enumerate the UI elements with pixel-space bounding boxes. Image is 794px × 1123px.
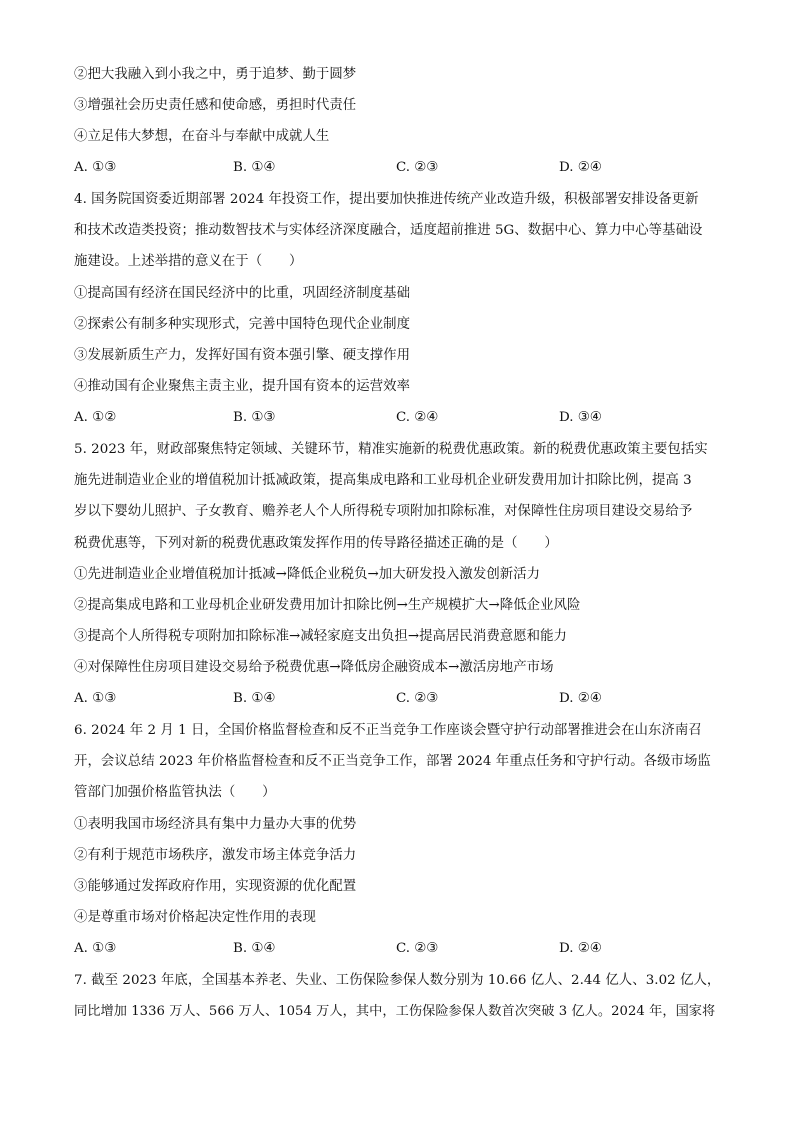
q7-stem-line-2: 同比增加 1336 万人、566 万人、1054 万人，其中，工伤保险参保人数首次突破 3 亿人。2024 年，国家将 xyxy=(74,1004,716,1019)
q6-stem-line-3: 管部门加强价格监管执法（ ） xyxy=(74,785,276,800)
q3-choice-a[interactable]: A. ①③ xyxy=(74,160,117,175)
q3-choices xyxy=(74,158,722,178)
q6-stem-line-1: 6. 2024 年 2 月 1 日，全国价格监督检查和反不正当竞争工作座谈会暨守护行动部署推进会在山东济南召 xyxy=(74,723,702,738)
q6-option-1: ①表明我国市场经济具有集中力量办大事的优势 xyxy=(74,817,357,832)
q6-option-2: ②有利于规范市场秩序，激发市场主体竞争活力 xyxy=(74,848,357,863)
q5-stem-line-3: 岁以下婴幼儿照护、子女教育、赡养老人个人所得税专项附加扣除标准，对保障性住房项目建设交易给予 xyxy=(74,504,693,519)
q5-choice-a[interactable]: A. ①③ xyxy=(74,691,117,706)
q5-choices xyxy=(74,689,722,709)
q4-option-2: ②探索公有制多种实现形式，完善中国特色现代企业制度 xyxy=(74,317,411,332)
q6-choices xyxy=(74,939,722,959)
q6-option-4: ④是尊重市场对价格起决定性作用的表现 xyxy=(74,910,316,925)
q4-choices xyxy=(74,408,722,428)
q3-choice-c[interactable]: C. ②③ xyxy=(396,160,439,175)
q6-choice-d[interactable]: D. ②④ xyxy=(559,941,602,956)
q3-choice-b[interactable]: B. ①④ xyxy=(233,160,276,175)
q4-option-4: ④推动国有企业聚焦主责主业，提升国有资本的运营效率 xyxy=(74,379,411,394)
q4-option-3: ③发展新质生产力，发挥好国有资本强引擎、硬支撑作用 xyxy=(74,348,411,363)
q4-choice-b[interactable]: B. ①③ xyxy=(233,410,276,425)
q7-stem-line-1: 7. 截至 2023 年底，全国基本养老、失业、工伤保险参保人数分别为 10.66 亿人、2.44 亿人、3.02 亿人， xyxy=(74,973,721,988)
q5-stem-line-2: 施先进制造业企业的增值税加计抵减政策，提高集成电路和工业母机企业研发费用加计扣除比例，提高 3 xyxy=(74,473,692,488)
q3-option-4: ④立足伟大梦想，在奋斗与奉献中成就人生 xyxy=(74,129,330,144)
q5-stem-line-4: 税费优惠等，下列对新的税费优惠政策发挥作用的传导路径描述正确的是（ ） xyxy=(74,536,558,551)
q5-option-1: ①先进制造业企业增值税加计抵减→降低企业税负→加大研发投入激发创新活力 xyxy=(74,567,541,582)
q5-option-4: ④对保障性住房项目建设交易给予税费优惠→降低房企融资成本→激活房地产市场 xyxy=(74,660,554,675)
q5-choice-d[interactable]: D. ②④ xyxy=(559,691,602,706)
q5-option-2: ②提高集成电路和工业母机企业研发费用加计扣除比例→生产规模扩大→降低企业风险 xyxy=(74,598,581,613)
q4-option-1: ①提高国有经济在国民经济中的比重，巩固经济制度基础 xyxy=(74,286,411,301)
q4-stem-line-2: 和技术改造类投资；推动数智技术与实体经济深度融合，适度超前推进 5G、数据中心、算力中心等基础设 xyxy=(74,223,703,238)
q3-option-2: ②把大我融入到小我之中，勇于追梦、勤于圆梦 xyxy=(74,67,357,82)
q5-choice-c[interactable]: C. ②③ xyxy=(396,691,439,706)
q4-stem-line-3: 施建设。上述举措的意义在于（ ） xyxy=(74,254,303,269)
q3-option-3: ③增强社会历史责任感和使命感，勇担时代责任 xyxy=(74,98,357,113)
q5-option-3: ③提高个人所得税专项附加扣除标准→减轻家庭支出负担→提高居民消费意愿和能力 xyxy=(74,629,567,644)
q6-stem-line-2: 开，会议总结 2023 年价格监督检查和反不正当竞争工作，部署 2024 年重点任务和守护行动。各级市场监 xyxy=(74,754,711,769)
q6-option-3: ③能够通过发挥政府作用，实现资源的优化配置 xyxy=(74,879,357,894)
q5-stem-line-1: 5. 2023 年，财政部聚焦特定领域、关键环节，精准实施新的税费优惠政策。新的税费优惠政策主要包括实 xyxy=(74,442,708,457)
q4-stem-line-1: 4. 国务院国资委近期部署 2024 年投资工作，提出要加快推进传统产业改造升级，积极部署安排设备更新 xyxy=(74,192,699,207)
q5-choice-b[interactable]: B. ①④ xyxy=(233,691,276,706)
q4-choice-a[interactable]: A. ①② xyxy=(74,410,117,425)
q4-choice-c[interactable]: C. ②④ xyxy=(396,410,439,425)
q4-choice-d[interactable]: D. ③④ xyxy=(559,410,602,425)
q6-choice-a[interactable]: A. ①③ xyxy=(74,941,117,956)
q6-choice-b[interactable]: B. ①④ xyxy=(233,941,276,956)
q6-choice-c[interactable]: C. ②③ xyxy=(396,941,439,956)
q3-choice-d[interactable]: D. ②④ xyxy=(559,160,602,175)
